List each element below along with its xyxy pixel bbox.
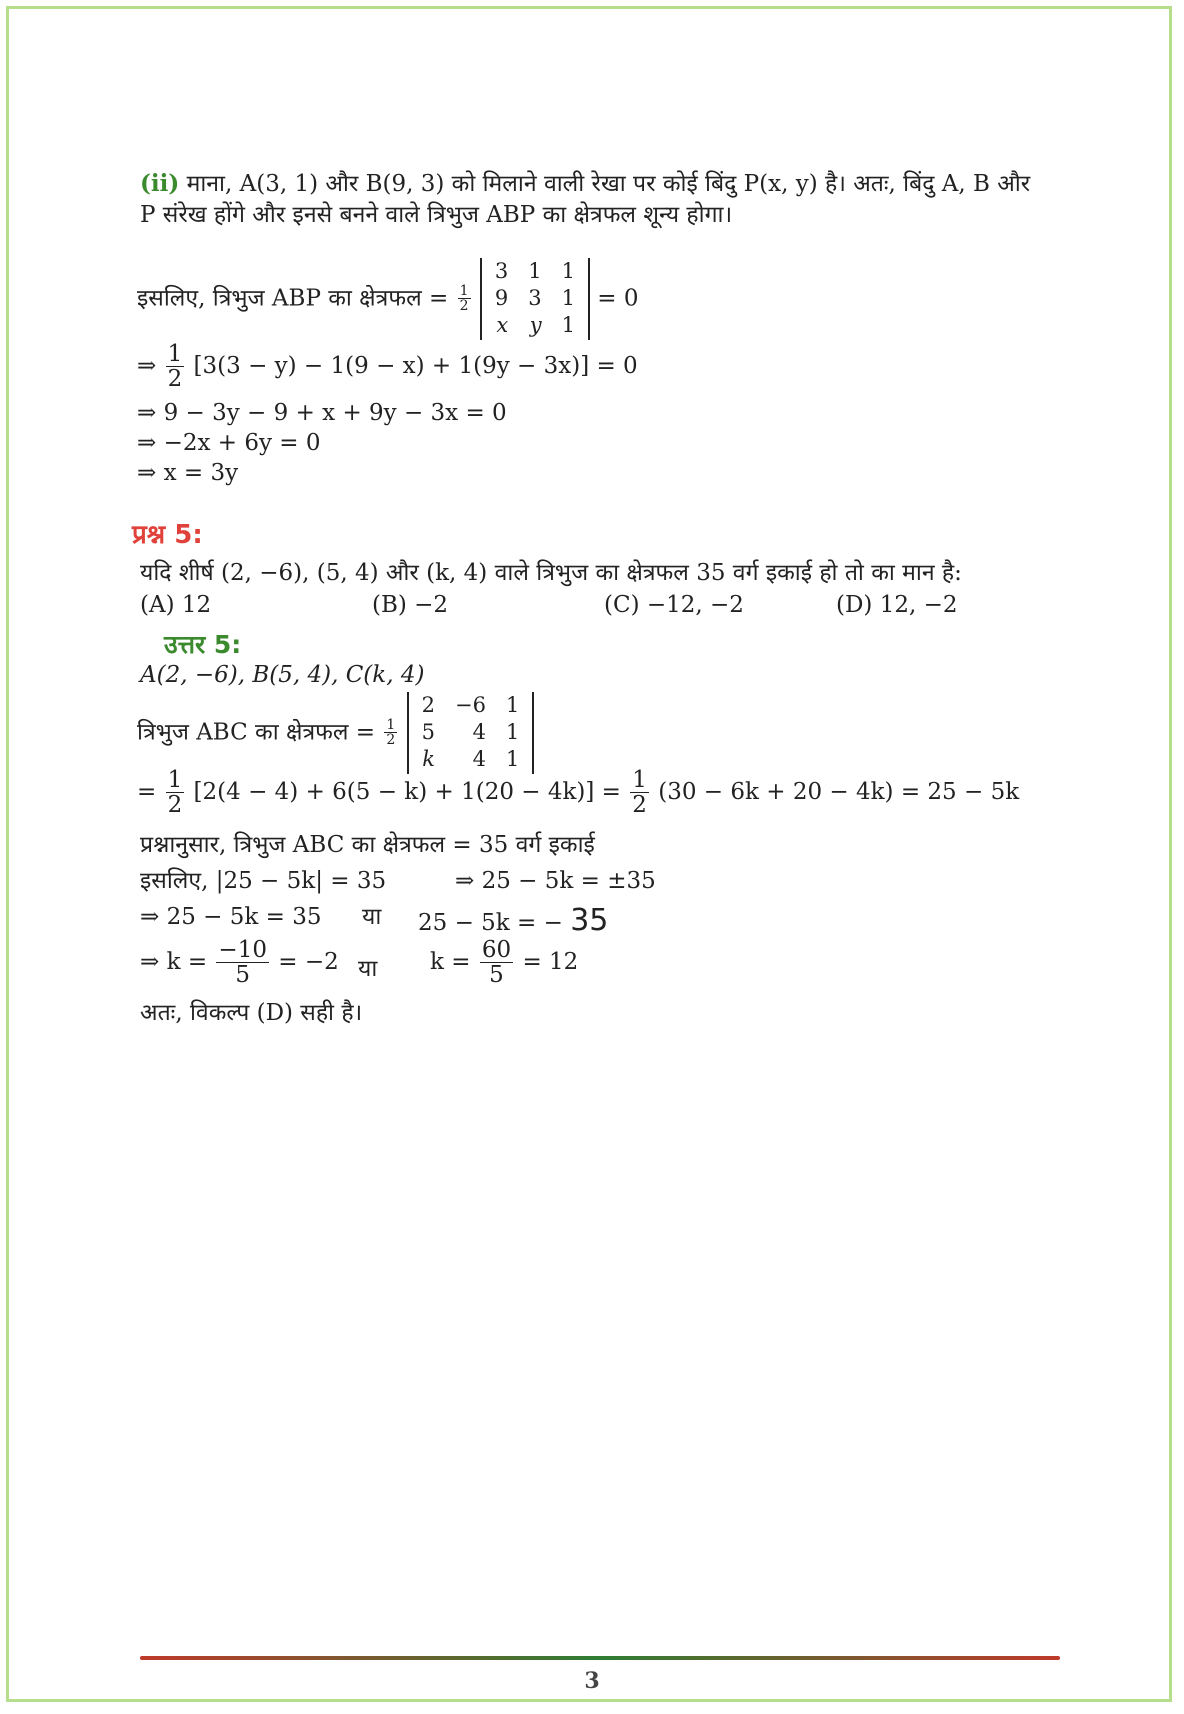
det-cell: 1 [505, 720, 520, 745]
conclusion: अतः, विकल्प (D) सही है। [140, 1000, 363, 1026]
k-solution-2 [430, 938, 578, 987]
half-den: 2 [167, 792, 183, 819]
half-num: 1 [167, 767, 183, 793]
det-cell: y [529, 313, 542, 338]
abc-calculation [137, 768, 1019, 817]
equals-sign: = [137, 779, 157, 806]
option-b: (B) −2 [372, 592, 449, 618]
or-word-1: या [362, 904, 382, 930]
det-cell: −6 [455, 693, 486, 717]
det-cell: 1 [505, 747, 520, 772]
option-d: (D) 12, −2 [836, 592, 958, 618]
question-text: यदि शीर्ष (2, −6), (5, 4) और (k, 4) वाले त्रिभुज का क्षेत्रफल 35 वर्ग इकाई हो तो का मान है: [140, 560, 962, 586]
step1-arrow: ⇒ [137, 353, 157, 380]
case-b [418, 903, 609, 938]
pm-equation: ⇒ 25 − 5k = ±35 [455, 868, 656, 894]
part-ii-label: (ii) [140, 170, 180, 197]
half-den: 2 [386, 732, 396, 749]
answer-points: A(2, −6), B(5, 4), C(k, 4) [140, 662, 425, 688]
half-num: 1 [632, 767, 647, 793]
answer-heading: उत्तर 5: [164, 630, 242, 659]
half-fraction [166, 768, 185, 817]
half-fraction [458, 284, 471, 314]
abc-area-equation [137, 692, 534, 774]
abp-area-equation [137, 258, 638, 340]
step2: ⇒ 9 − 3y − 9 + x + 9y − 3x = 0 [137, 400, 507, 426]
k1-result: = −2 [278, 949, 339, 976]
page-number: 3 [584, 1668, 600, 1694]
half-num: 1 [167, 341, 183, 367]
det-cell: 3 [494, 259, 509, 283]
half-num: 1 [459, 282, 469, 299]
half-den: 2 [632, 792, 647, 819]
calc-mid: [2(4 − 4) + 6(5 − k) + 1(20 − 4k)] = [193, 779, 621, 806]
half-den: 2 [459, 298, 469, 315]
det-cell: 3 [528, 286, 542, 311]
k-prefix: ⇒ k = [140, 949, 208, 976]
abp-determinant [480, 258, 590, 340]
k1-den: 5 [235, 962, 251, 989]
det-cell: 2 [421, 693, 435, 717]
det-cell: 9 [494, 286, 509, 311]
abc-determinant [407, 692, 535, 774]
half-den: 2 [167, 366, 183, 393]
part-ii-text1: माना, A(3, 1) और B(9, 3) को मिलाने वाली रेखा पर कोई बिंदु P(x, y) है। अतः, बिंदु A, B और [186, 171, 1031, 197]
det-cell: 1 [561, 313, 575, 338]
step1-expr: [3(3 − y) − 1(9 − x) + 1(9y − 3x)] = 0 [193, 353, 638, 380]
case-a: ⇒ 25 − 5k = 35 [140, 904, 322, 930]
part-ii-line2: P संरेख होंगे और इनसे बनने वाले त्रिभुज ABP का क्षेत्रफल शून्य होगा। [140, 202, 733, 228]
k2-fraction [480, 938, 513, 987]
det-cell: 1 [561, 259, 575, 283]
option-a: (A) 12 [140, 592, 212, 618]
abp-area-prefix: इसलिए, त्रिभुज ABP का क्षेत्रफल = [137, 285, 449, 312]
det-cell: 1 [505, 693, 520, 717]
det-cell: k [422, 747, 435, 772]
det-cell: 1 [528, 259, 542, 283]
k2-prefix: k = [430, 949, 471, 976]
abc-area-prefix: त्रिभुज ABC का क्षेत्रफल = [137, 719, 376, 746]
k-solution-1 [140, 938, 339, 987]
half-fraction [630, 768, 649, 817]
det-cell: 5 [421, 720, 435, 745]
eq-zero: = 0 [597, 285, 639, 312]
footer-divider [140, 1656, 1060, 1660]
k2-den: 5 [489, 962, 504, 989]
or-word-2: या [358, 956, 378, 982]
half-fraction [384, 718, 397, 748]
given-area: प्रश्नानुसार, त्रिभुज ABC का क्षेत्रफल = 35 वर्ग इकाई [140, 832, 595, 858]
part-ii-line1 [140, 172, 1030, 196]
abs-equation: इसलिए, |25 − 5k| = 35 [140, 868, 387, 894]
half-num: 1 [386, 716, 396, 733]
det-cell: x [496, 313, 509, 338]
case-b-expr: 25 − 5k = − [418, 910, 563, 936]
det-cell: 1 [561, 286, 575, 311]
calc-end: (30 − 6k + 20 − 4k) = 25 − 5k [658, 779, 1020, 806]
k2-num: 60 [481, 937, 512, 963]
step3: ⇒ −2x + 6y = 0 [137, 430, 321, 456]
det-cell: 4 [472, 747, 486, 772]
step4: ⇒ x = 3y [137, 460, 239, 486]
det-cell: 4 [472, 720, 486, 745]
k2-result: = 12 [522, 949, 579, 976]
k1-num: −10 [218, 937, 267, 963]
case-b-value: 35 [570, 903, 609, 938]
question-heading: प्रश्न 5: [132, 520, 203, 550]
option-c: (C) −12, −2 [604, 592, 744, 618]
step1 [137, 342, 638, 391]
half-fraction [166, 342, 185, 391]
k1-fraction [216, 938, 269, 987]
